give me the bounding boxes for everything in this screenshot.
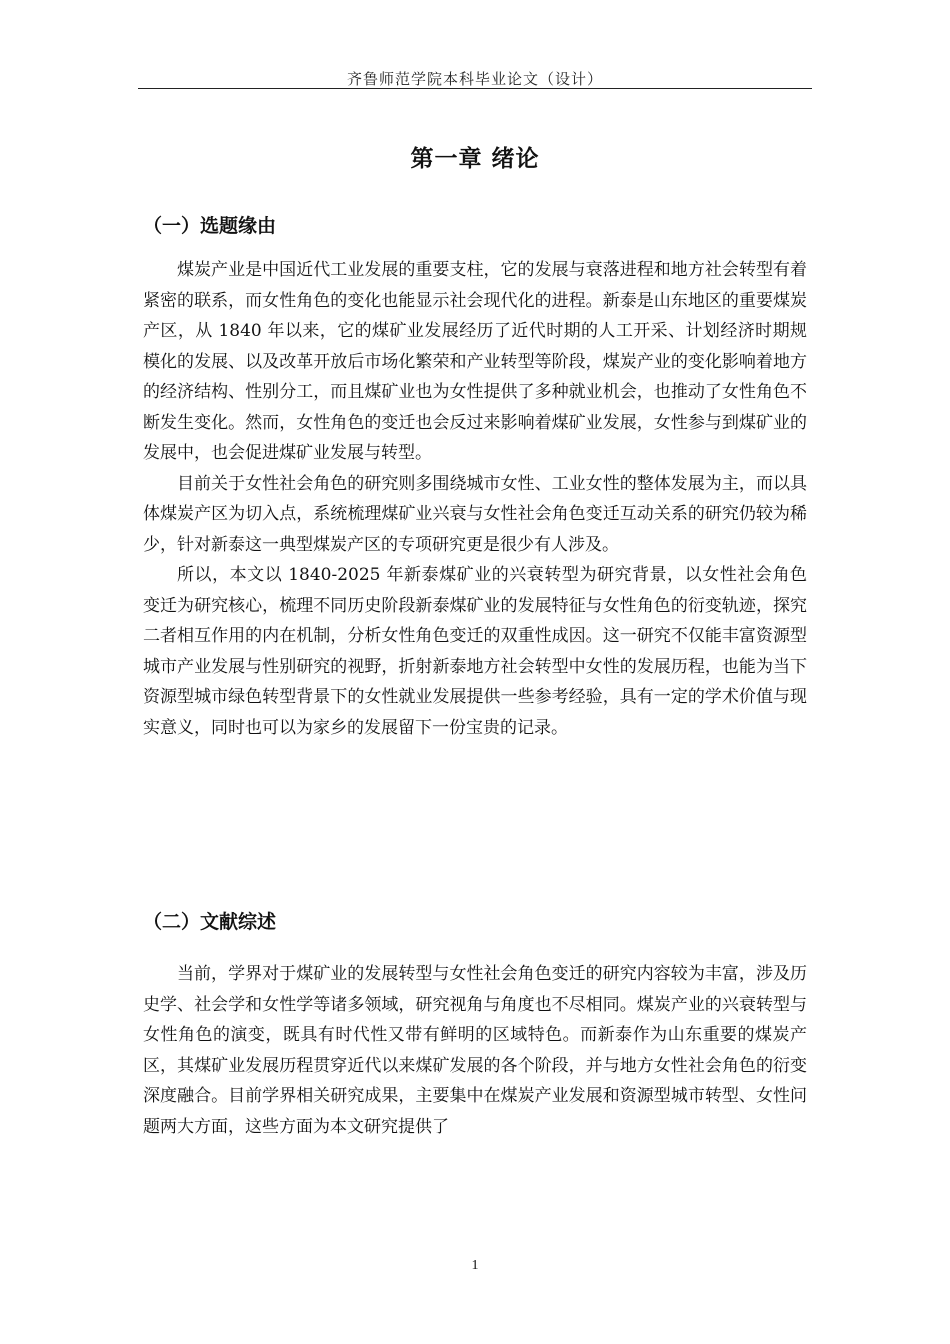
section-heading-reason: （一）选题缘由 bbox=[143, 215, 277, 237]
paragraph: 目前关于女性社会角色的研究则多围绕城市女性、工业女性的整体发展为主，而以具体煤炭产区为切入点，系统梳理煤矿业兴衰与女性社会角色变迁互动关系的研究仍较为稀少，针对新泰这一典型煤炭产区的专项研究更是很少有人涉及。 bbox=[143, 473, 807, 555]
page-number: 1 bbox=[471, 1258, 479, 1273]
paragraph: 当前，学界对于煤矿业的发展转型与女性社会角色变迁的研究内容较为丰富，涉及历史学、社会学和女性学等诸多领域，研究视角与角度也不尽相同。煤炭产业的兴衰转型与女性角色的演变，既具有时代性又带有鲜明的区域特色。而新泰作为山东重要的煤炭产区，其煤矿业发展历程贯穿近代以来煤矿发展的各个阶段，并与地方女性社会角色的衍变深度融合。目前学界相关研究成果，主要集中在煤炭产业发展和资源型城市转型、女性问题两大方面，这些方面为本文研究提供了 bbox=[143, 964, 807, 1137]
paragraph: 所以，本文以 1840-2025 年新泰煤矿业的兴衰转型为研究背景，以女性社会角色变迁为研究核心，梳理不同历史阶段新泰煤矿业的发展特征与女性角色的衍变轨迹，探究二者相互作用的内在机制，分析女性角色变迁的双重性成因。这一研究不仅能丰富资源型城市产业发展与性别研究的视野，折射新泰地方社会转型中女性的发展历程，也能为当下资源型城市绿色转型背景下的女性就业发展提供一些参考经验，具有一定的学术价值与现实意义，同时也可以为家乡的发展留下一份宝贵的记录。 bbox=[143, 565, 807, 738]
paragraph: 煤炭产业是中国近代工业发展的重要支柱，它的发展与衰落进程和地方社会转型有着紧密的联系，而女性角色的变化也能显示社会现代化的进程。新泰是山东地区的重要煤炭产区，从 1840 年以来，它的煤矿业发展经历了近代时期的人工开采、计划经济时期规模化的发展、以及改革开放后市场化繁荣和产业转型等阶段，煤炭产业的变化影响着地方的经济结构、性别分工，而且煤矿业也为女性提供了多种就业机会，也推动了女性角色不断发生变化。然而，女性角色的变迁也会反过来影响着煤矿业发展，女性参与到煤矿业的发展中，也会促进煤矿业发展与转型。 bbox=[143, 260, 807, 463]
header-rule bbox=[138, 88, 812, 89]
page-header-title: 齐鲁师范学院本科毕业论文（设计） bbox=[346, 70, 603, 88]
section-body-literature bbox=[143, 959, 807, 1142]
chapter-title: 第一章 绪论 bbox=[410, 146, 540, 172]
section-body-reason bbox=[143, 255, 807, 743]
section-heading-literature: （二）文献综述 bbox=[143, 911, 277, 933]
